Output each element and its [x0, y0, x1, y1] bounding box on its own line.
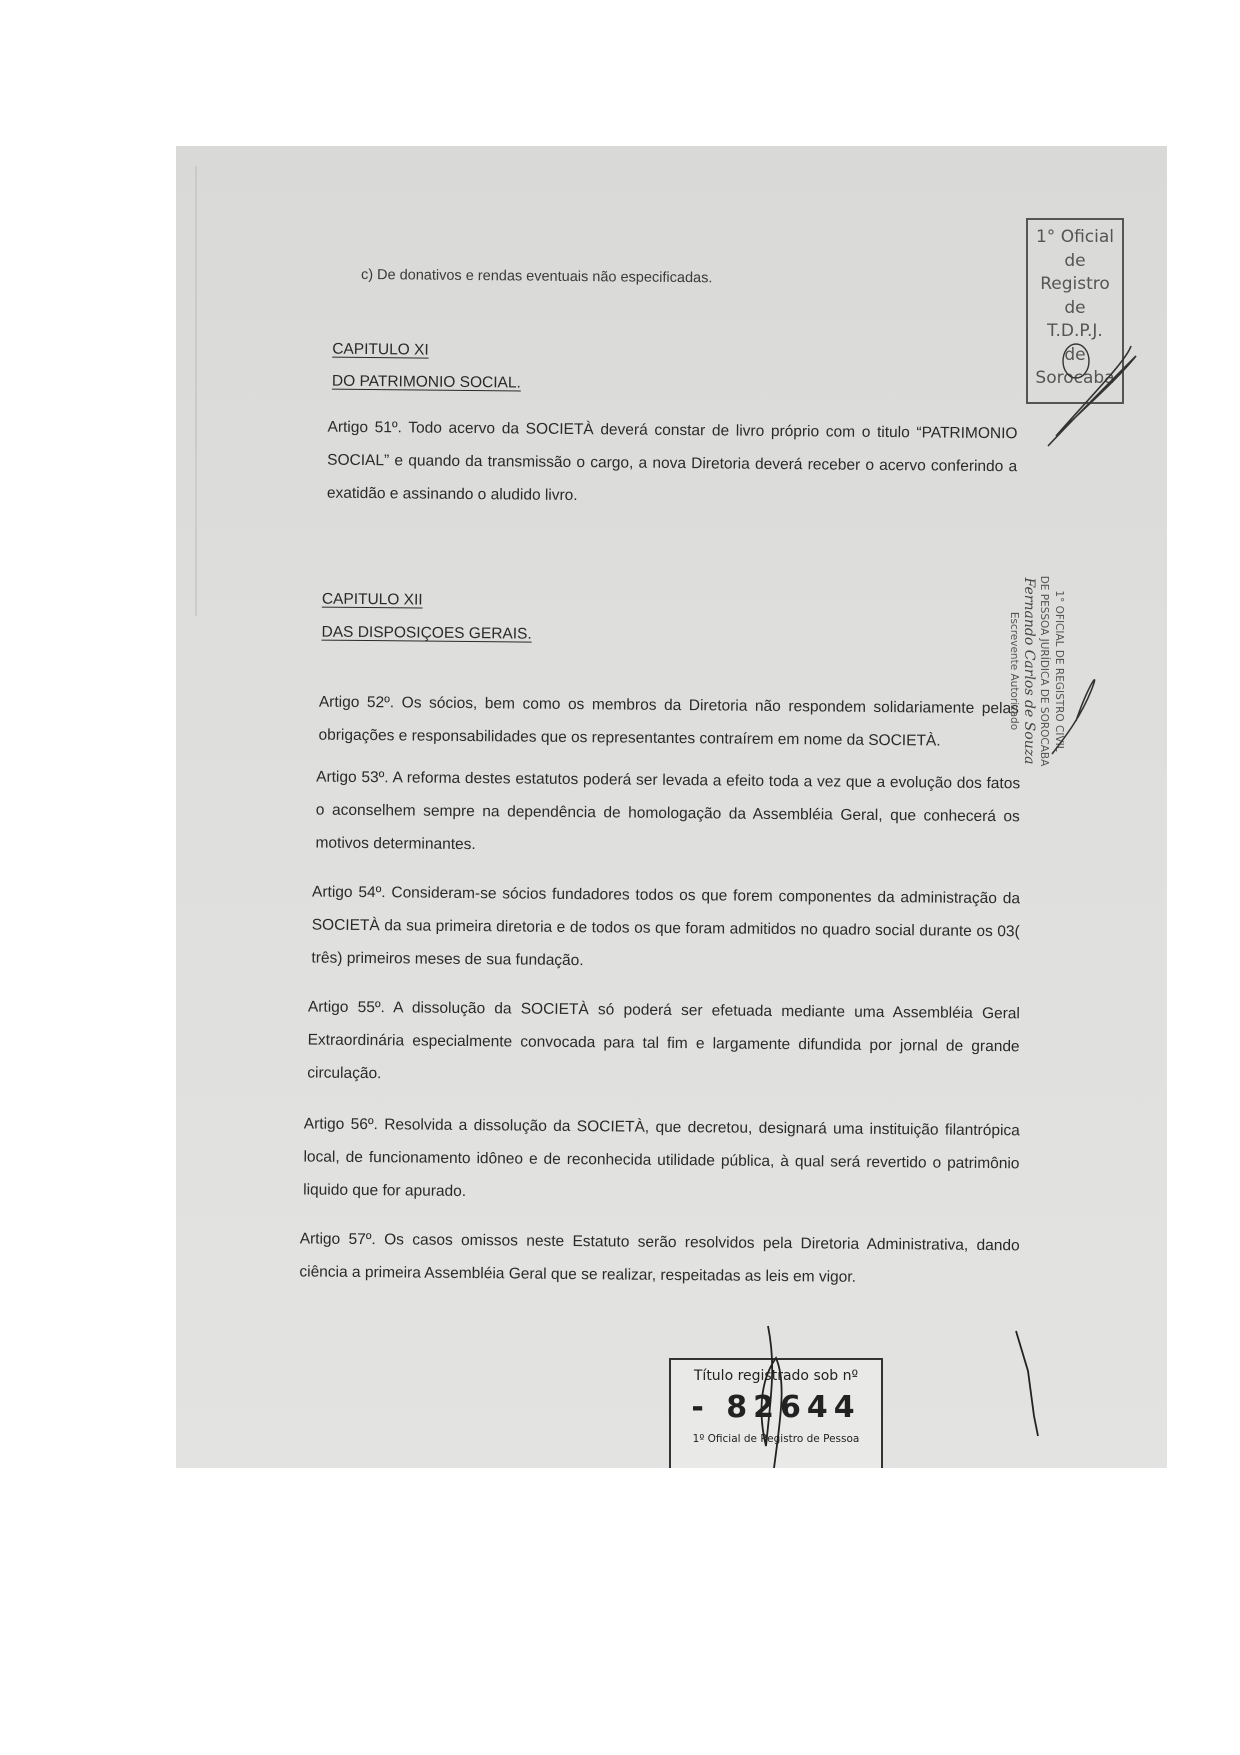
- signature-loop-top: [1063, 344, 1089, 378]
- article-53-label: Artigo 53º.: [316, 768, 389, 787]
- chapter-xi-number: CAPITULO XI: [332, 340, 429, 359]
- registration-label: Título registrado sob nº: [693, 1368, 859, 1384]
- chapter-xii-title: DAS DISPOSIÇOES GERAIS.: [321, 623, 532, 643]
- registration-number: - 82644: [691, 1390, 861, 1425]
- article-55-label: Artigo 55º.: [307, 998, 385, 1017]
- pen-mark-right: [1016, 1331, 1038, 1436]
- article-57-label: Artigo 57º.: [299, 1230, 376, 1249]
- article-56-label: Artigo 56º.: [303, 1115, 378, 1134]
- stamp-line: de: [1064, 344, 1086, 365]
- signature-stroke-top: [1048, 346, 1136, 446]
- stamp-line: de: [1064, 250, 1086, 271]
- article-54-text: Consideram-se sócios fundadores todos os que forem componentes da administração da SOCIETÀ da sua primeira diretoria e de todos os que foram admitidos no quadro social durante os 03( três) primeiros meses de sua fundação.: [311, 884, 1021, 970]
- stamp-line: Registro: [1040, 274, 1110, 294]
- article-56-text: Resolvida a dissolução da SOCIETÀ, que decretou, designará uma instituição filantrópica local, de funcionamento idôneo e de reconhecida utilidade pública, à qual será revertido o patrimônio liquido que for apurado.: [303, 1116, 1020, 1201]
- stamp-side-line3: Escrevente Autorizado: [1008, 611, 1020, 731]
- registration-office: 1º Oficial de Registro de Pessoa: [692, 1433, 860, 1445]
- article-52-label: Artigo 52º.: [318, 693, 395, 712]
- article-51-label: Artigo 51º.: [327, 418, 402, 437]
- handwritten-signature: Fernando Carlos de Souza: [1021, 577, 1037, 765]
- article-54-label: Artigo 54º.: [311, 883, 386, 902]
- ink-strokes: [176, 146, 1167, 1468]
- stamp-side-line2: DE PESSOA JURÍDICA DE SOROCABA: [1038, 575, 1050, 767]
- chapter-xii-number: CAPITULO XII: [321, 590, 423, 609]
- article-52-text: Os sócios, bem como os membros da Diretoria não respondem solidariamente pelas obrigações e responsabilidades que os representantes contraírem em nome da SOCIETÀ.: [318, 694, 1019, 750]
- stamp-line: Sorocaba: [1035, 368, 1115, 388]
- stamp-line: 1° Oficial: [1035, 227, 1115, 247]
- stamp-line: de: [1064, 297, 1086, 318]
- signature-stroke-bottom: [762, 1326, 782, 1468]
- stamp-side-line1: 1° OFICIAL DE REGISTRO CIVIL: [1053, 590, 1065, 752]
- article-57-text: Os casos omissos neste Estatuto serão resolvidos pela Diretoria Administrativa, dando ciência a primeira Assembléia Geral que se realizar, respeitadas as leis em vigor.: [299, 1231, 1020, 1286]
- article-53-text: A reforma destes estatutos poderá ser levada a efeito toda a vez que a evolução dos fatos o aconselhem sempre na dependência de homologação da Assembléia Geral, que conhecerá os motivos determinantes.: [315, 769, 1021, 854]
- list-item-c: c) De donativos e rendas eventuais não especificadas.: [360, 266, 713, 287]
- article-55-text: A dissolução da SOCIETÀ só poderá ser efetuada mediante uma Assembléia Geral Extraordinária especialmente convocada para tal fim e largamente difundida por jornal de grande circulação.: [307, 999, 1021, 1083]
- article-51-text: Todo acervo da SOCIETÀ deverá constar de livro próprio com o titulo “PATRIMONIO SOCIAL” e quando da transmissão o cargo, a nova Diretoria deverá receber o acervo conferindo a exatidão e assinando o aludido livro.: [326, 419, 1018, 505]
- scanned-page: [176, 146, 1167, 1468]
- chapter-xi-title: DO PATRIMONIO SOCIAL.: [331, 372, 521, 392]
- signature-stroke-side: [1052, 680, 1095, 754]
- stamp-line: T.D.P.J.: [1047, 321, 1103, 341]
